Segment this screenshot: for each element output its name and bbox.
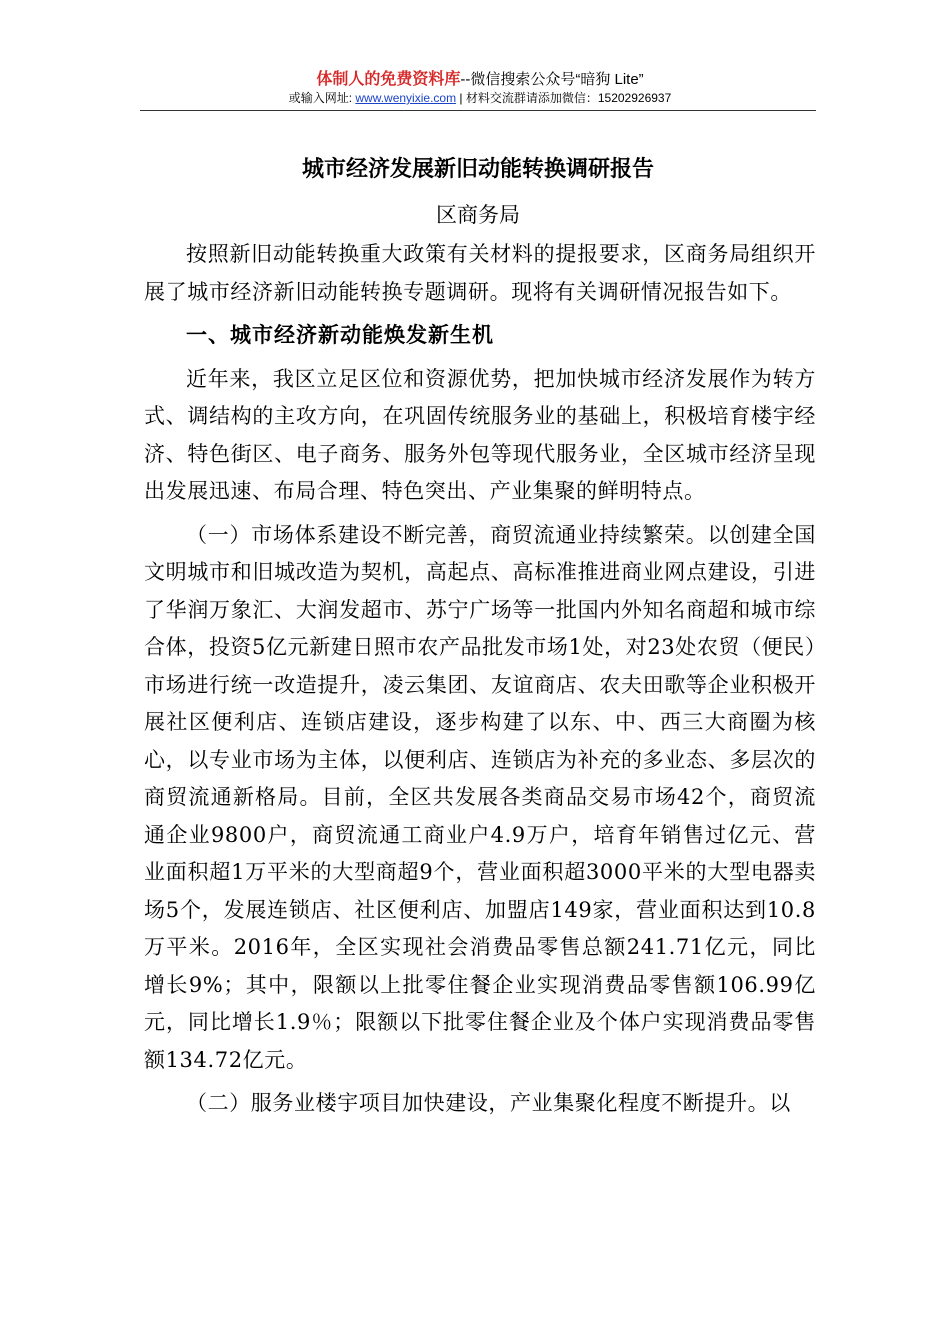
url-prefix: 或输入网址: [288, 91, 356, 105]
brand-name: 体制人的免费资料库 [316, 71, 461, 88]
header-line-2 [140, 90, 820, 107]
paragraph-2: （一）市场体系建设不断完善，商贸流通业持续繁荣。以创建全国文明城市和旧城改造为契机，高起点、高标准推进商业网点建设，引进了华润万象汇、大润发超市、苏宁广场等一批国内外知名商超和城市综合体，投资5亿元新建日照市农产品批发市场1处，对23处农贸（便民）市场进行统一改造提升，凌云集团、友谊商店、农夫田歌等企业积极开展社区便利店、连锁店建设，逐步构建了以东、中、西三大商圈为核心，以专业市场为主体，以便利店、连锁店为补充的多业态、多层次的商贸流通新格局。目前，全区共发展各类商品交易市场42个，商贸流通企业9800户，商贸流通工商业户4.9万户，培育年销售过亿元、营业面积超1万平米的大型商超9个，营业面积超3000平米的大型电器卖场5个，发展连锁店、社区便利店、加盟店149家，营业面积达到10.8万平米。2016年，全区实现社会消费品零售总额241.71亿元，同比增长9%；其中，限额以上批零住餐企业实现消费品零售额106.99亿元，同比增长1.9％；限额以下批零住餐企业及个体户实现消费品零售额134.72亿元。 [144, 522, 816, 1072]
wechat-note: --微信搜索公众号“暗狗 Lite” [460, 71, 644, 88]
intro-paragraph: 按照新旧动能转换重大政策有关材料的提报要求，区商务局组织开展了城市经济新旧动能转换专题调研。现将有关调研情况报告如下。 [144, 242, 816, 304]
header-line-1 [140, 70, 820, 90]
contact-info: | 材料交流群请添加微信：15202926937 [456, 91, 672, 105]
paragraph-3: （二）服务业楼宇项目加快建设，产业集聚化程度不断提升。以 [186, 1091, 791, 1115]
website-link[interactable]: www.wenyixie.com [355, 91, 457, 105]
paragraph-1: 近年来，我区立足区位和资源优势，把加快城市经济发展作为转方式、调结构的主攻方向，在巩固传统服务业的基础上，积极培育楼宇经济、特色街区、电子商务、服务外包等现代服务业，全区城市经济呈现出发展迅速、布局合理、特色突出、产业集聚的鲜明特点。 [144, 366, 816, 503]
document-title: 城市经济发展新旧动能转换调研报告 [301, 156, 654, 182]
page-header [140, 70, 820, 107]
document-author: 区商务局 [436, 203, 520, 227]
document-body [144, 236, 816, 1123]
header-divider [140, 110, 816, 111]
section-1-heading: 一、城市经济新动能焕发新生机 [186, 323, 494, 347]
